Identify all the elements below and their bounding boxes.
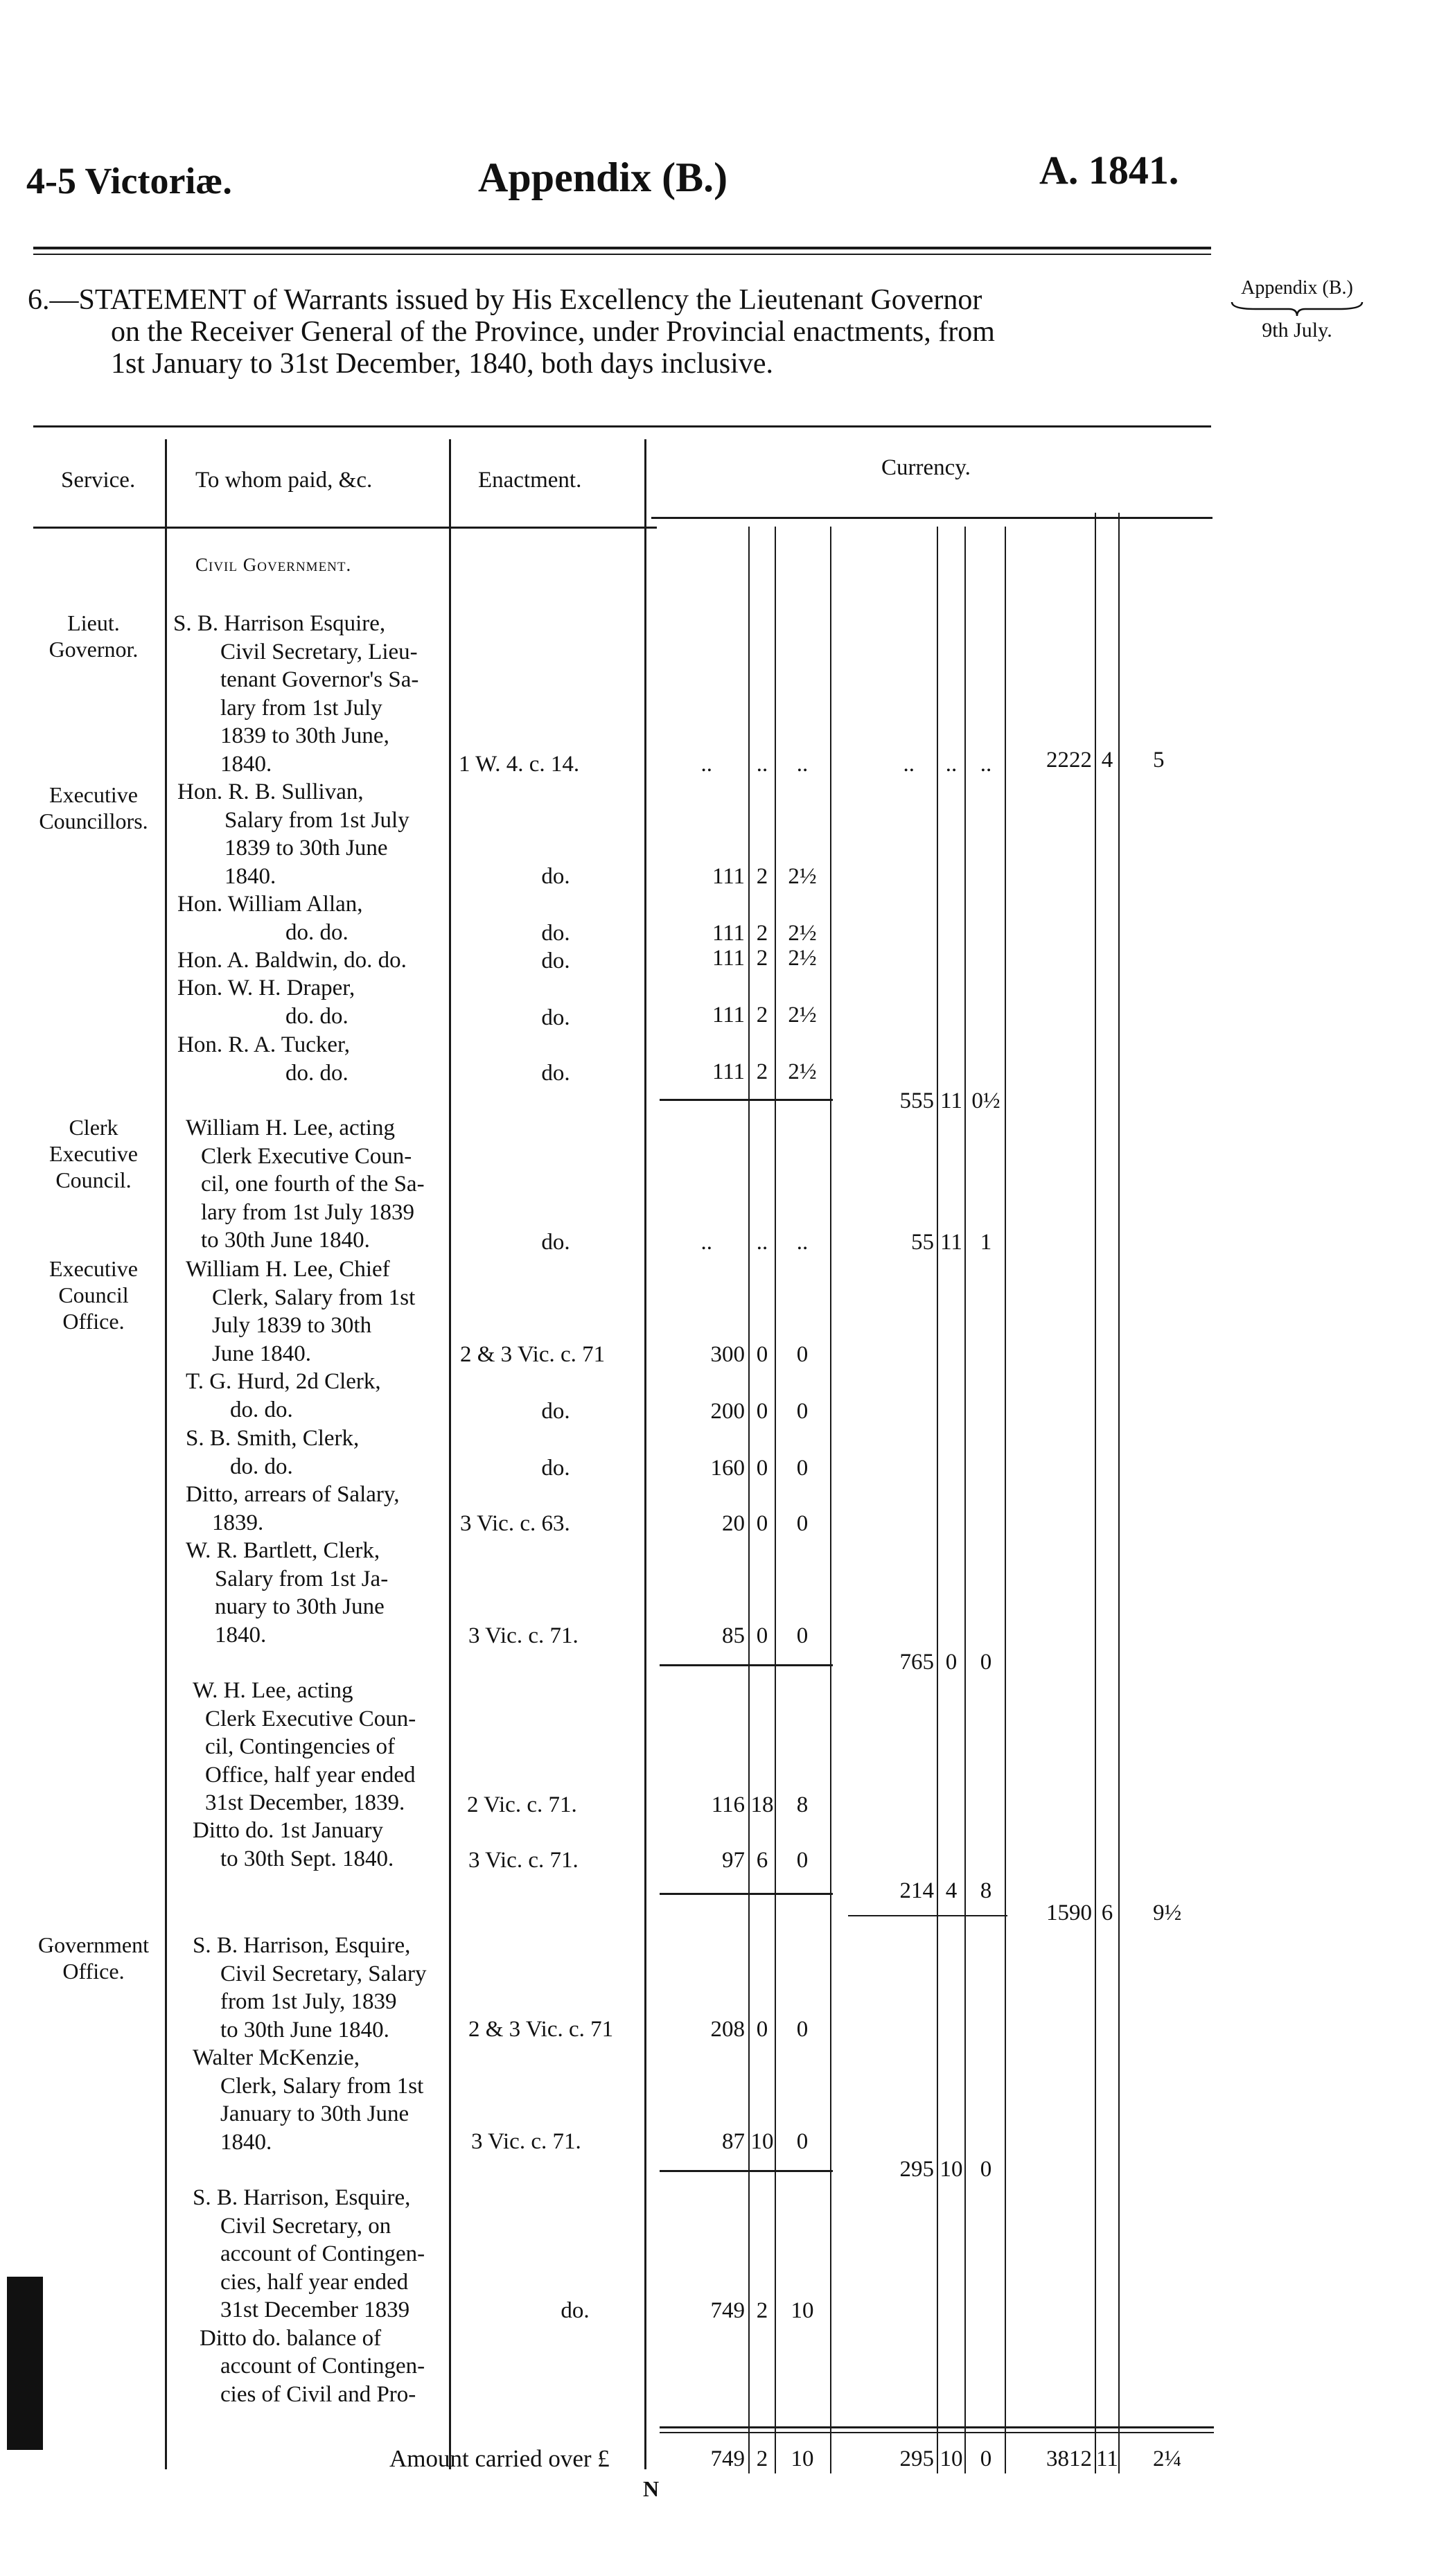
entry-line: Ditto do. balance of	[200, 2325, 382, 2351]
entry-line: William H. Lee, Chief	[186, 1257, 390, 1282]
entry-line: nuary to 30th June	[215, 1594, 385, 1619]
entry-line: Clerk, Salary from 1st	[220, 2073, 424, 2099]
subtotal-pence: 0	[980, 1650, 992, 1675]
amount-pence: 2½	[788, 864, 817, 889]
service-line: Lieut.	[67, 610, 120, 635]
entry-line: to 30th Sept. 1840.	[220, 1846, 394, 1871]
enactment: 3 Vic. c. 71.	[468, 1848, 579, 1873]
service-executive-council-office	[14, 1255, 173, 1334]
entry-line: 1839.	[212, 1510, 264, 1535]
service-line: Office.	[62, 1309, 125, 1334]
entry-line: cies of Civil and Pro-	[220, 2381, 416, 2407]
amount-pence: 2½	[788, 946, 817, 971]
subtotal-rule	[848, 1915, 1007, 1916]
service-line: Office.	[62, 1959, 125, 1984]
section-heading: Civil Government.	[195, 554, 352, 575]
subtotal-shillings: 10	[940, 2157, 963, 2182]
service-line: Government	[38, 1932, 149, 1957]
amount-pence: 0	[796, 2017, 809, 2042]
entry-desc	[186, 1481, 400, 1537]
total-pounds: 2222	[1046, 748, 1092, 773]
entry-line: 1840.	[220, 2129, 272, 2155]
statement-line-1: 6.—STATEMENT of Warrants issued by His Excellency the Lieutenant Governor	[28, 284, 982, 316]
entry-desc	[186, 1368, 381, 1424]
amount-pounds: 160	[710, 1456, 745, 1481]
amount-shillings: 2	[756, 921, 768, 946]
amount-pounds: 111	[712, 946, 745, 971]
amount-pence: 0	[796, 1399, 809, 1424]
amount-shillings: 0	[756, 1456, 768, 1481]
entry-line: July 1839 to 30th	[212, 1313, 372, 1338]
table-head-rule	[33, 527, 657, 529]
subtotal-pounds: 55	[911, 1230, 934, 1255]
subtotal-pence: ..	[980, 752, 992, 777]
margin-note-top: Appendix (B.)	[1241, 277, 1353, 299]
amount-pence: 2½	[788, 1003, 817, 1027]
entry-line: Hon. R. A. Tucker,	[177, 1032, 350, 1057]
entry-desc	[173, 610, 418, 778]
entry-line: S. B. Harrison Esquire,	[173, 611, 386, 636]
entry-desc	[177, 890, 363, 946]
subtotal-pence: 8	[980, 1878, 992, 1903]
carried-over-label: Amount carried over £	[389, 2445, 610, 2472]
amount-pence: 0	[796, 2129, 809, 2154]
entry-desc	[193, 1677, 416, 1817]
entry-line: Clerk, Salary from 1st	[212, 1285, 416, 1310]
entry-desc	[177, 1031, 350, 1087]
total-pence: 9½	[1153, 1900, 1182, 1925]
entry-line: W. H. Lee, acting	[193, 1678, 353, 1703]
margin-note-bottom: 9th July.	[1262, 319, 1332, 342]
entry-line: Hon. William Allan,	[177, 892, 363, 917]
amount-pounds: 300	[710, 1342, 745, 1367]
entry-line: do. do.	[285, 1003, 349, 1029]
entry-desc	[193, 1817, 394, 1873]
subtotal-shillings: 11	[940, 1088, 962, 1113]
carried-c2-shillings: 10	[940, 2446, 963, 2471]
enactment: do.	[541, 1399, 570, 1424]
amount-pence: 10	[791, 2298, 814, 2323]
entry-line: Civil Secretary, Lieu-	[220, 639, 418, 664]
entry-line: Hon. W. H. Draper,	[177, 976, 355, 1000]
service-line: Clerk	[69, 1115, 118, 1140]
entry-line: account of Contingen-	[220, 2241, 425, 2266]
margin-note	[1228, 277, 1366, 342]
enactment: do.	[541, 921, 570, 946]
subtotal-pounds: 555	[899, 1088, 934, 1113]
entry-desc	[177, 778, 409, 890]
sum-rule	[660, 1099, 833, 1101]
rule-service	[165, 439, 167, 2469]
amount-shillings: 10	[750, 2129, 774, 2154]
rule-c1-shillings	[775, 527, 776, 2473]
amount-pence: 2½	[788, 921, 817, 946]
amount-shillings: 18	[750, 1792, 774, 1817]
entry-line: do. do.	[230, 1397, 293, 1422]
amount-shillings: 2	[756, 1003, 768, 1027]
enactment: 2 & 3 Vic. c. 71	[460, 1342, 606, 1367]
entry-line: Salary from 1st July	[224, 807, 409, 833]
entry-line: 1839 to 30th June,	[220, 723, 389, 748]
amount-pounds: 111	[712, 921, 745, 946]
carried-c2-pence: 0	[980, 2446, 992, 2471]
entry-line: Hon. R. B. Sullivan,	[177, 779, 364, 804]
total-shillings: 6	[1101, 1900, 1113, 1925]
amount-shillings: 0	[756, 2017, 768, 2042]
currency-head-rule	[651, 517, 1212, 519]
signature-mark: N	[643, 2476, 660, 2501]
carried-c3-pounds: 3812	[1046, 2446, 1092, 2471]
header-appendix: Appendix (B.)	[478, 155, 728, 200]
enactment: 3 Vic. c. 71.	[471, 2129, 581, 2154]
amount-shillings: 2	[756, 1059, 768, 1084]
entry-line: to 30th June 1840.	[201, 1228, 370, 1253]
subtotal-pounds: 214	[899, 1878, 934, 1903]
entry-line: do. do.	[285, 1060, 349, 1086]
entry-line: June 1840.	[212, 1341, 311, 1366]
header-volume: 4-5 Victoriæ.	[26, 160, 232, 202]
entry-desc	[186, 1255, 415, 1368]
entry-line: from 1st July, 1839	[220, 1989, 397, 2014]
header-year: A. 1841.	[1039, 148, 1179, 193]
entry-line: W. R. Bartlett, Clerk,	[186, 1538, 380, 1563]
entry-line: 1840.	[220, 751, 272, 777]
entry-line: Ditto, arrears of Salary,	[186, 1482, 400, 1507]
entry-line: 1840.	[215, 1622, 267, 1648]
amount-pounds: 116	[711, 1792, 745, 1817]
amount-shillings: 2	[756, 2298, 768, 2323]
entry-line: lary from 1st July 1839	[201, 1199, 414, 1225]
total-shillings: 4	[1101, 748, 1113, 773]
subtotal-pence: 0	[980, 2157, 992, 2182]
amount-shillings: 0	[756, 1623, 768, 1648]
subtotal-shillings: 11	[940, 1230, 962, 1255]
subtotal-pence: 0½	[971, 1088, 1000, 1113]
rule-to-whom	[449, 439, 451, 2469]
footer-rule	[660, 2426, 1214, 2428]
rule-c3-shillings	[1118, 513, 1120, 2473]
enactment: do.	[541, 1456, 570, 1481]
service-line: Council	[58, 1282, 129, 1307]
statement-line-3: 1st January to 31st December, 1840, both days inclusive.	[111, 348, 773, 380]
amount-pounds: 20	[722, 1511, 745, 1536]
carried-c1-shillings: 2	[756, 2446, 768, 2471]
service-line: Governor.	[48, 637, 139, 662]
entry-line: Salary from 1st Ja-	[215, 1566, 389, 1591]
amount-shillings: 0	[756, 1342, 768, 1367]
entry-line: Hon. A. Baldwin, do. do.	[177, 948, 407, 973]
amount-pounds: 111	[712, 1059, 745, 1084]
entry-line: tenant Governor's Sa-	[220, 667, 419, 692]
table-top-rule	[33, 425, 1211, 427]
sum-rule	[660, 2170, 833, 2172]
amount-pence: 0	[796, 1511, 809, 1536]
entry-desc	[186, 1114, 425, 1255]
rule-enactment	[644, 439, 646, 2469]
amount-shillings: 0	[756, 1399, 768, 1424]
column-header-enactment: Enactment.	[478, 468, 582, 493]
column-header-currency: Currency.	[881, 455, 971, 480]
footer-rule-2	[660, 2432, 1214, 2433]
entry-line: T. G. Hurd, 2d Clerk,	[186, 1369, 381, 1394]
service-lieut-governor	[14, 610, 173, 662]
enactment: 2 & 3 Vic. c. 71	[468, 2017, 614, 2042]
enactment: 2 Vic. c. 71.	[467, 1792, 577, 1817]
entry-line: account of Contingen-	[220, 2354, 425, 2379]
service-line: Council.	[55, 1167, 132, 1192]
entry-desc	[193, 2044, 423, 2156]
header-rule-bottom	[33, 254, 1211, 255]
amount-pence: ..	[796, 752, 809, 777]
amount-shillings: ..	[756, 752, 768, 777]
column-header-service: Service.	[61, 468, 136, 493]
entry-line: William H. Lee, acting	[186, 1115, 395, 1140]
service-government-office	[14, 1932, 173, 1984]
subtotal-pence: 1	[980, 1230, 992, 1255]
service-line: Executive	[49, 782, 138, 807]
subtotal-pounds: ..	[903, 752, 915, 777]
entry-desc	[177, 946, 407, 975]
carried-c1-pence: 10	[791, 2446, 814, 2471]
sum-rule	[660, 1893, 833, 1895]
entry-line: Civil Secretary, on	[220, 2213, 391, 2239]
carried-c3-pence: 2¼	[1153, 2446, 1182, 2471]
amount-pence: ..	[796, 1230, 809, 1255]
entry-desc	[186, 1424, 359, 1481]
enactment: do.	[541, 949, 570, 973]
sum-rule	[660, 1664, 833, 1666]
entry-line: cil, one fourth of the Sa-	[201, 1172, 425, 1197]
rule-c1-pounds	[748, 527, 750, 2473]
amount-pounds: 97	[722, 1848, 745, 1873]
entry-line: Civil Secretary, Salary	[220, 1961, 427, 1986]
entry-line: S. B. Harrison, Esquire,	[193, 2185, 411, 2210]
statement-line-2: on the Receiver General of the Province, under Provincial enactments, from	[111, 316, 995, 348]
entry-line: 31st December, 1839.	[205, 1790, 405, 1815]
service-line: Executive	[49, 1256, 138, 1281]
entry-line: cil, Contingencies of	[205, 1734, 396, 1759]
entry-line: Clerk Executive Coun-	[205, 1706, 416, 1731]
amount-shillings: 2	[756, 946, 768, 971]
subtotal-shillings: ..	[945, 752, 958, 777]
entry-line: do. do.	[230, 1454, 293, 1479]
total-pounds: 1590	[1046, 1900, 1092, 1925]
binding-edge	[7, 2277, 43, 2450]
enactment: do.	[541, 1061, 570, 1086]
entry-line: 1840.	[224, 863, 276, 889]
carried-c2-pounds: 295	[899, 2446, 934, 2471]
entry-line: Ditto do. 1st January	[193, 1818, 383, 1843]
amount-pence: 0	[796, 1456, 809, 1481]
amount-pounds: 208	[710, 2017, 745, 2042]
enactment: do.	[561, 2298, 590, 2323]
amount-pounds: 85	[722, 1623, 745, 1648]
amount-pence: 8	[796, 1792, 809, 1817]
amount-shillings: 0	[756, 1511, 768, 1536]
amount-pence: 0	[796, 1848, 809, 1873]
enactment: do.	[541, 864, 570, 889]
total-pence: 5	[1153, 748, 1165, 773]
service-line: Councillors.	[39, 809, 148, 833]
subtotal-pounds: 295	[899, 2157, 934, 2182]
entry-line: Walter McKenzie,	[193, 2045, 360, 2070]
entry-desc	[193, 1932, 427, 2044]
entry-line: Clerk Executive Coun-	[201, 1143, 412, 1169]
entry-desc	[186, 1537, 388, 1649]
entry-desc	[177, 974, 355, 1030]
amount-pounds: 111	[712, 864, 745, 889]
brace-icon	[1228, 299, 1366, 319]
service-line: Executive	[49, 1141, 138, 1166]
amount-shillings: 6	[756, 1848, 768, 1873]
header-rule-top	[33, 247, 1211, 249]
entry-line: January to 30th June	[220, 2101, 409, 2126]
amount-pounds: ..	[700, 1230, 712, 1255]
amount-shillings: 2	[756, 864, 768, 889]
amount-pounds: 749	[710, 2298, 745, 2323]
rule-c1-pence	[830, 527, 831, 2473]
entry-line: do. do.	[285, 919, 349, 945]
entry-line: cies, half year ended	[220, 2269, 409, 2295]
entry-desc	[193, 2184, 425, 2408]
amount-pounds: 111	[712, 1003, 745, 1027]
subtotal-shillings: 0	[945, 1650, 958, 1675]
amount-pounds: ..	[700, 752, 712, 777]
service-executive-councillors	[14, 782, 173, 834]
enactment: do.	[541, 1005, 570, 1030]
entry-line: Office, half year ended	[205, 1762, 416, 1788]
carried-c3-shillings: 11	[1096, 2446, 1118, 2471]
amount-pence: 0	[796, 1623, 809, 1648]
column-header-to-whom: To whom paid, &c.	[195, 468, 373, 493]
subtotal-shillings: 4	[945, 1878, 958, 1903]
rule-c3-pounds	[1095, 513, 1096, 2473]
amount-pounds: 87	[722, 2129, 745, 2154]
amount-shillings: ..	[756, 1230, 768, 1255]
entry-line: 1839 to 30th June	[224, 836, 388, 861]
amount-pence: 2½	[788, 1059, 817, 1084]
statement-title	[28, 284, 995, 380]
entry-line: S. B. Smith, Clerk,	[186, 1426, 360, 1451]
enactment: 3 Vic. c. 71.	[468, 1623, 579, 1648]
amount-pounds: 200	[710, 1399, 745, 1424]
amount-pence: 0	[796, 1342, 809, 1367]
carried-c1-pounds: 749	[710, 2446, 745, 2471]
entry-line: S. B. Harrison, Esquire,	[193, 1933, 411, 1958]
enactment: 3 Vic. c. 63.	[460, 1511, 570, 1536]
entry-line: 31st December 1839	[220, 2297, 410, 2322]
service-clerk-executive-council	[14, 1114, 173, 1193]
entry-line: lary from 1st July	[220, 695, 382, 721]
entry-line: to 30th June 1840.	[220, 2017, 389, 2043]
subtotal-pounds: 765	[899, 1650, 934, 1675]
enactment: do.	[541, 1230, 570, 1255]
enactment: 1 W. 4. c. 14.	[459, 752, 580, 777]
